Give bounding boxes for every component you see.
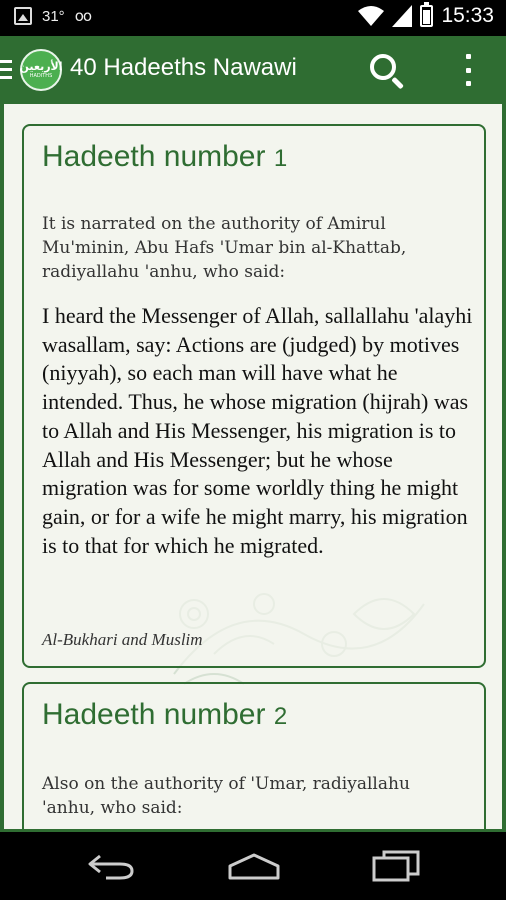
hadeeth-text: I heard the Messenger of Allah, sallallahu 'alayhi wasallam, say: Actions are (judged) by motives (niyyah), so each man will have what he intended. Thus, he whose migration (hijrah) was to Allah and His Messenger, his migration is to Allah and His Messenger; but he whose migration was for some worldly thing he might gain, or for a wife he might marry, his migration is to that for which he migrated.	[42, 303, 473, 558]
hadeeth-card[interactable]	[22, 124, 486, 668]
hadeeth-card[interactable]	[22, 682, 486, 832]
hadeeth-title	[42, 698, 287, 732]
hadeeth-number: 1	[273, 145, 288, 172]
status-bar	[0, 0, 506, 36]
hadeeth-title-label: Hadeeth number	[42, 140, 274, 173]
home-icon[interactable]	[226, 852, 282, 880]
back-icon[interactable]	[86, 852, 138, 880]
hadeeth-narrator: Also on the authority of 'Umar, radiyallahu 'anhu, who said:	[42, 774, 410, 818]
signal-icon	[392, 5, 412, 27]
clock-time: 15:33	[441, 4, 494, 27]
hadeeth-list[interactable]	[0, 104, 506, 832]
app-bar	[0, 36, 506, 104]
wifi-icon	[358, 5, 384, 27]
hadeeth-title	[42, 140, 287, 174]
temperature-text: 31°	[42, 7, 65, 25]
more-vert-icon[interactable]	[460, 54, 476, 86]
navigation-bar	[0, 832, 506, 900]
recents-icon[interactable]	[370, 850, 422, 882]
hadeeth-number: 2	[273, 703, 288, 730]
hadeeth-narrator: It is narrated on the authority of Amirul Mu'minin, Abu Hafs 'Umar bin al-Khattab, radiyallahu 'anhu, who said:	[42, 214, 407, 282]
hadeeth-title-label: Hadeeth number	[42, 698, 274, 731]
battery-icon	[420, 5, 433, 27]
app-title: 40 Hadeeths Nawawi	[70, 54, 297, 81]
image-notification-icon	[14, 7, 32, 25]
logo-arabic-text: الأربعين	[19, 60, 63, 73]
search-icon[interactable]	[368, 52, 408, 92]
app-logo[interactable]	[20, 49, 62, 91]
logo-subtext: HADITHS	[29, 73, 53, 79]
voicemail-icon: oo	[74, 7, 92, 25]
hamburger-icon[interactable]	[0, 60, 12, 80]
hadeeth-source: Al-Bukhari and Muslim	[42, 630, 203, 649]
